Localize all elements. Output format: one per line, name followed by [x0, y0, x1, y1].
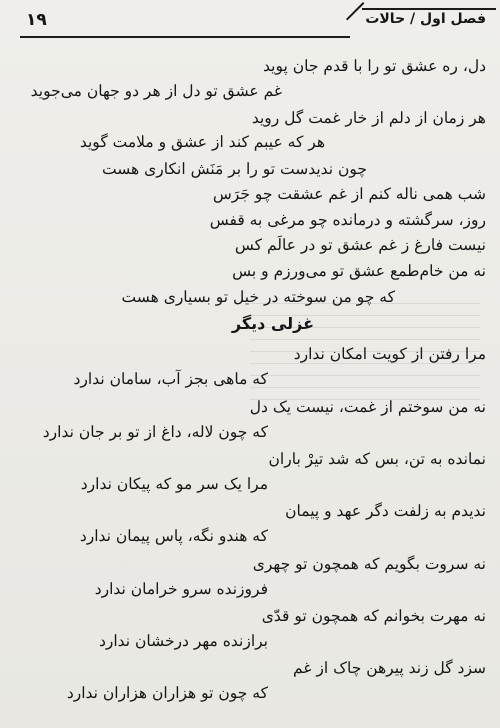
verse-line: ندیدم به زلفت دگر عهد و پیمان [285, 502, 486, 520]
verse-line: نمانده به تن، بس که شد تیرْ باران [268, 450, 486, 468]
verse-line: دل، ره عشق تو را با قدم جان پوید [263, 57, 486, 75]
verse-line: که ماهی بجز آب، سامان ندارد [73, 370, 268, 388]
verse-line: غم عشق تو دل از هر دو جهان می‌جوید [30, 82, 282, 100]
verse-line: هر زمان از دلم از خار غمت گل روید [251, 109, 486, 127]
verse-line: روز، سرگشته و درمانده چو مرغی به قفس [209, 211, 486, 229]
verse-line: شب همی ناله کنم از غم عشقت چو جَرَس [212, 185, 486, 203]
verse-line: نه من سوختم از غمت، نیست یک دل [249, 398, 486, 416]
page-header [10, 6, 496, 36]
verse-line: نه مهرت بخوانم که همچون تو قدّی [261, 607, 486, 625]
verse-line: نیست فارغ ز غم عشق تو در عالَم کس [234, 236, 486, 254]
verse-line: سزد گل زند پیرهن چاک از غم [293, 659, 486, 677]
page-number: ۱۹ [26, 10, 47, 30]
verse-line: برازنده مهر درخشان ندارد [98, 632, 268, 650]
section-subtitle: غزلی دیگر [231, 314, 314, 333]
header-rule-top [362, 8, 496, 10]
verse-line: هر که عیبم کند از عشق و ملامت گوید [79, 133, 325, 151]
verse-line: نه سروت بگویم که همچون تو چهری [252, 555, 486, 573]
verse-line: چون ندیدست تو را بر مَنَش انکاری هست [101, 160, 367, 178]
verse-line: فروزنده سرو خرامان ندارد [94, 580, 268, 598]
verse-line: که چون لاله، داغ از تو بر جان ندارد [42, 423, 268, 441]
running-title: فصل اول / حالات [365, 11, 486, 27]
verse-line: نه من خام‌طمع عشق تو می‌ورزم و بس [232, 262, 486, 280]
header-rule-slant [346, 2, 364, 20]
verse-line: که هندو نگه، پاس پیمان ندارد [79, 527, 268, 545]
verse-line: که چو من سوخته در خیل تو بسیاری هست [121, 288, 395, 306]
header-rule [20, 36, 350, 38]
verse-line: مرا رفتن از کویت امکان ندارد [293, 345, 486, 363]
verse-line: مرا یک سر مو که پیکان ندارد [80, 475, 268, 493]
verse-line: که چون تو هزاران هزاران ندارد [66, 684, 268, 702]
